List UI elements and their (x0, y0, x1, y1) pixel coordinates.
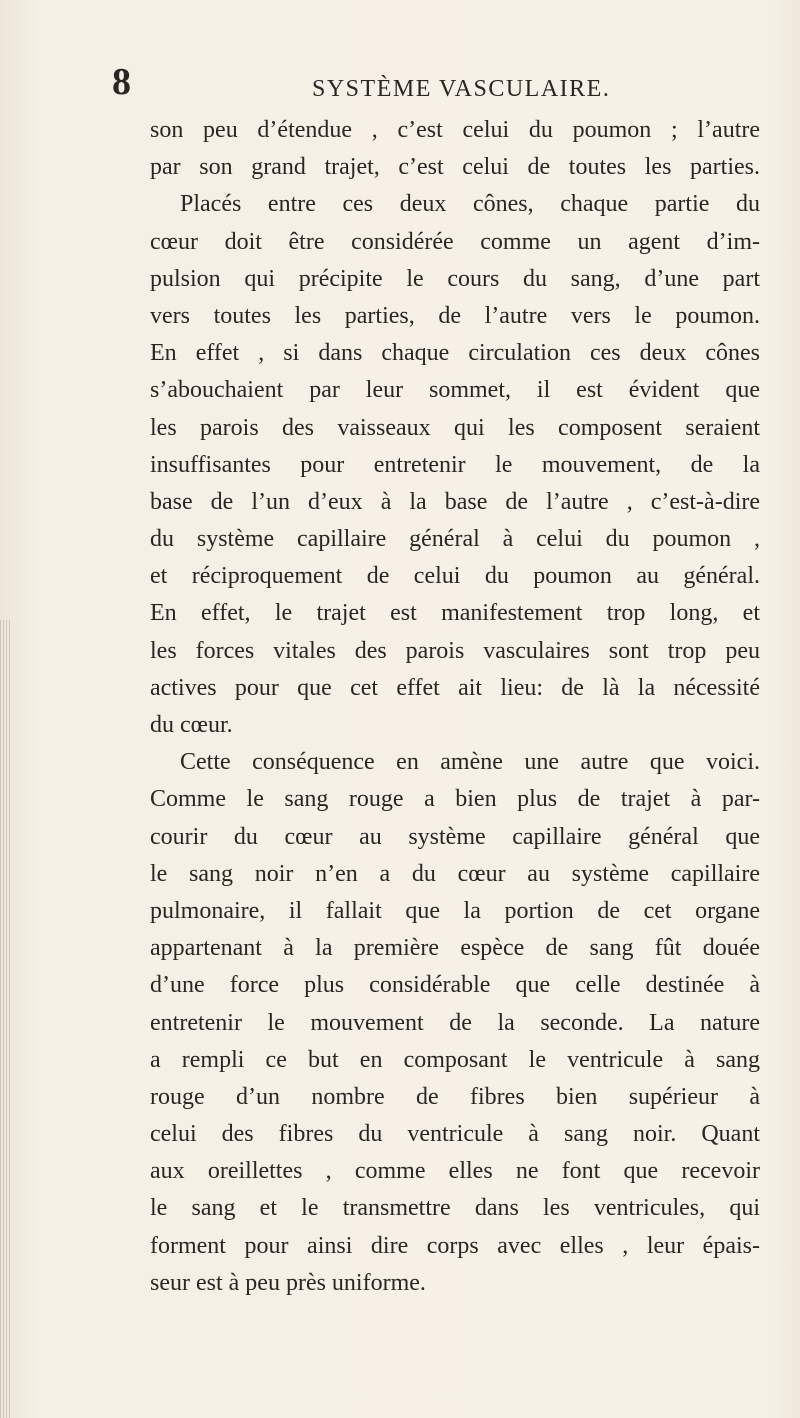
text-line: a rempli ce but en composant le ventricule à sang (150, 1046, 760, 1073)
text-line: courir du cœur au système capillaire général que (150, 823, 760, 850)
text-line: les forces vitales des parois vasculaires sont trop peu (150, 637, 760, 664)
text-line: par son grand trajet, c’est celui de toutes les parties. (150, 154, 760, 181)
text-line: cœur doit être considérée comme un agent d’im- (150, 228, 760, 255)
text-line: entretenir le mouvement de la seconde. La nature (150, 1009, 760, 1036)
page-number: 8 (112, 61, 131, 103)
body-text (150, 112, 760, 1302)
page-edge-shadow (0, 620, 12, 1418)
text-line: base de l’un d’eux à la base de l’autre , c’est-à-dire (150, 488, 760, 515)
text-line: pulsion qui précipite le cours du sang, d’une part (150, 265, 760, 292)
text-line: le sang noir n’en a du cœur au système capillaire (150, 860, 760, 887)
text-line: En effet, le trajet est manifestement trop long, et (150, 600, 760, 627)
text-line: son peu d’étendue , c’est celui du poumon ; l’autre (150, 117, 760, 143)
text-line: Cette conséquence en amène une autre que voici. (180, 749, 760, 776)
text-line: seur est à peu près uniforme. (150, 1269, 426, 1296)
text-line: le sang et le transmettre dans les ventricules, qui (150, 1195, 760, 1222)
text-line: rouge d’un nombre de fibres bien supérieur à (150, 1083, 760, 1110)
running-head: SYSTÈME VASCULAIRE. (312, 76, 611, 102)
text-line: Placés entre ces deux cônes, chaque partie du (180, 191, 760, 218)
text-line: d’une force plus considérable que celle destinée à (150, 972, 760, 999)
text-line: les parois des vaisseaux qui les composent seraient (150, 414, 760, 441)
text-line: forment pour ainsi dire corps avec elles , leur épais- (150, 1232, 760, 1259)
text-line: actives pour que cet effet ait lieu: de là la nécessité (150, 674, 760, 701)
text-line: appartenant à la première espèce de sang fût douée (150, 935, 760, 962)
text-line: s’abouchaient par leur sommet, il est évident que (150, 377, 760, 404)
text-line: En effet , si dans chaque circulation ces deux cônes (150, 340, 760, 367)
text-line: celui des fibres du ventricule à sang noir. Quant (150, 1121, 760, 1148)
text-line: du système capillaire général à celui du poumon , (150, 526, 760, 553)
text-line: Comme le sang rouge a bien plus de trajet à par- (150, 786, 760, 813)
text-line: insuffisantes pour entretenir le mouvement, de la (150, 451, 760, 478)
page-header (0, 62, 800, 102)
text-line: et réciproquement de celui du poumon au général. (150, 563, 760, 590)
text-line: aux oreillettes , comme elles ne font que recevoir (150, 1158, 760, 1185)
text-line: pulmonaire, il fallait que la portion de cet organe (150, 897, 760, 924)
text-line: vers toutes les parties, de l’autre vers le poumon. (150, 302, 760, 329)
text-line: du cœur. (150, 712, 233, 738)
